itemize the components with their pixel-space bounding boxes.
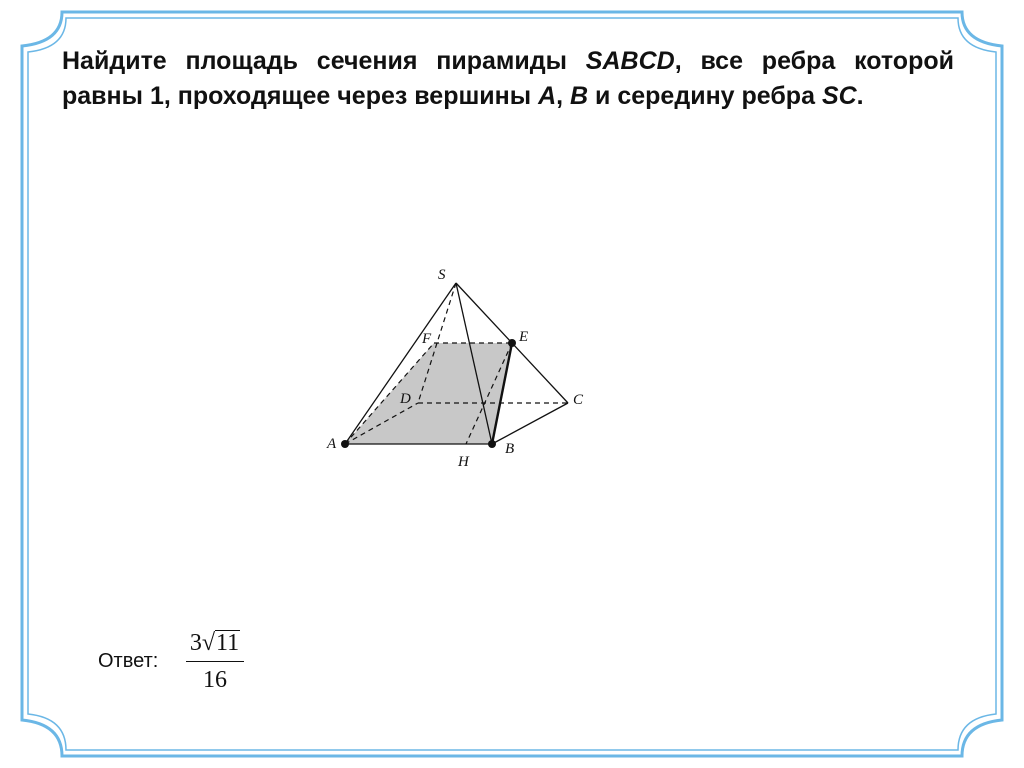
- problem-text-4: и середину ребра: [588, 82, 822, 110]
- edge-bc: [492, 403, 568, 444]
- label-f: F: [422, 331, 432, 347]
- answer-numerator: [186, 628, 244, 658]
- point-a: [341, 440, 349, 448]
- point-e: [508, 339, 516, 347]
- answer-coefficient: 3: [189, 630, 202, 656]
- sqrt-symbol: √: [201, 630, 216, 656]
- label-h: H: [458, 454, 469, 470]
- answer-radicand: 11: [216, 630, 240, 656]
- label-c: C: [573, 392, 584, 408]
- answer-label: Ответ:: [98, 650, 159, 672]
- fraction-bar: [186, 661, 244, 662]
- problem-text-5: .: [856, 82, 864, 110]
- vertex-a-ref: A: [538, 82, 557, 110]
- problem-text-1: Найдите площадь сечения пирамиды: [62, 47, 586, 75]
- answer-fraction: [186, 628, 244, 695]
- label-d: D: [400, 391, 411, 407]
- point-b: [488, 440, 496, 448]
- section-polygon: [345, 343, 512, 444]
- answer-denominator: 16: [203, 667, 227, 693]
- pyramid-name: SABCD: [585, 47, 675, 75]
- vertex-b-ref: B: [570, 82, 589, 110]
- edge-ref: SC: [821, 82, 857, 110]
- label-e: E: [519, 329, 529, 345]
- label-a: A: [327, 436, 337, 452]
- label-s: S: [438, 267, 446, 283]
- problem-text-3: ,: [556, 82, 571, 110]
- label-b: B: [505, 441, 515, 457]
- problem-text-2: , все ребра которой равны 1, проходящее через вершины: [62, 47, 954, 110]
